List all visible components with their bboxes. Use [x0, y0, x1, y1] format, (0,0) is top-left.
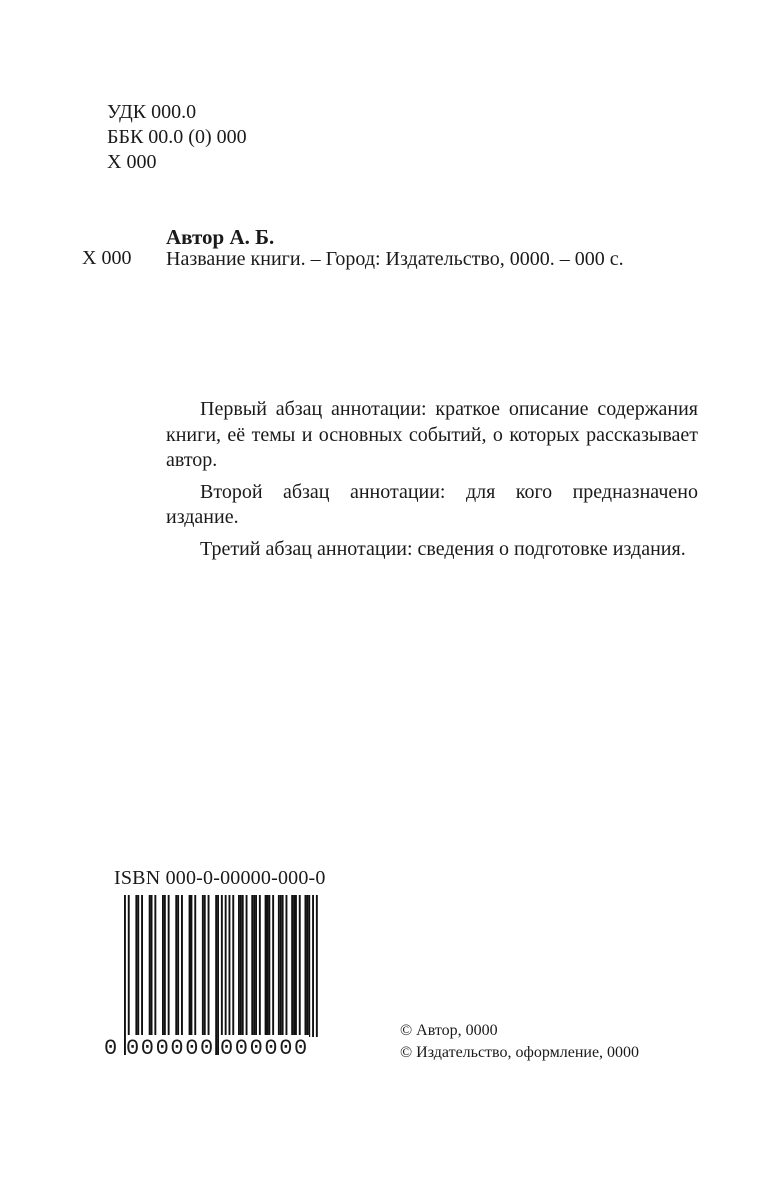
udk-code: УДК 000.0 — [107, 101, 197, 123]
barcode-bar — [177, 895, 179, 1037]
barcode-bar — [164, 895, 166, 1037]
barcode-bar — [316, 895, 318, 1037]
copyright-block — [400, 1020, 639, 1064]
barcode-bar — [215, 895, 217, 1055]
barcode-bar — [141, 895, 143, 1037]
barcode-bar — [232, 895, 234, 1037]
barcode-bar — [168, 895, 170, 1037]
barcode-digit-first: 0 — [104, 1036, 118, 1061]
barcode-bar — [267, 895, 269, 1037]
isbn-barcode — [104, 893, 322, 1063]
author-code: X 000 — [82, 247, 132, 269]
classification-block — [107, 100, 247, 175]
barcode-bar — [204, 895, 206, 1037]
copyright-author: © Автор, 0000 — [400, 1022, 498, 1039]
barcode-bar — [299, 895, 301, 1055]
barcode-bar — [217, 895, 219, 1055]
barcode-bar — [181, 895, 183, 1037]
barcode-digits — [104, 1035, 322, 1063]
barcode-bar — [291, 895, 293, 1037]
barcode-bar — [272, 895, 274, 1037]
barcode-bar — [151, 895, 153, 1037]
barcode-bar — [282, 895, 284, 1037]
barcode-bar — [229, 895, 231, 1037]
barcode-bar — [175, 895, 177, 1037]
barcode-bar — [137, 895, 139, 1037]
barcode-bar — [242, 895, 244, 1037]
author-name: Автор А. Б. — [166, 225, 275, 249]
barcode-bar — [295, 895, 297, 1037]
barcode-bar — [278, 895, 280, 1037]
barcode-bar — [286, 895, 288, 1037]
barcode-bar — [202, 895, 204, 1037]
annotation-paragraph: Второй абзац аннотации: для кого предназначено издание. — [166, 480, 698, 529]
barcode-bar — [265, 895, 267, 1037]
barcode-bar — [306, 895, 308, 1037]
barcode-bar — [189, 895, 191, 1037]
barcode-bar — [194, 895, 196, 1037]
barcode-bar — [255, 895, 257, 1037]
barcode-bar — [135, 895, 137, 1037]
barcode-bar — [305, 895, 307, 1037]
barcode-bar — [221, 895, 223, 1037]
bibliographic-entry: Название книги. – Город: Издательство, 0000. – 000 с. — [166, 248, 624, 270]
barcode-bar — [238, 895, 240, 1037]
barcode-bar — [253, 895, 255, 1037]
barcode-digits-right: 000000 — [220, 1036, 309, 1061]
barcode-bar — [293, 895, 295, 1037]
barcode-bar — [246, 895, 248, 1037]
barcode-digits-left: 000000 — [126, 1036, 215, 1061]
barcode-bar — [280, 895, 282, 1037]
barcode-bar — [128, 895, 130, 1055]
copyright-publisher: © Издательство, оформление, 0000 — [400, 1044, 640, 1061]
barcode-bar — [259, 895, 261, 1037]
barcode-bar — [124, 895, 126, 1055]
annotation-paragraph: Третий абзац аннотации: сведения о подготовке издания. — [200, 537, 686, 560]
isbn-number: ISBN 000-0-00000-000-0 — [114, 867, 326, 889]
barcode-bar — [154, 895, 156, 1037]
barcode-bar — [162, 895, 164, 1037]
barcode-bar — [208, 895, 210, 1037]
barcode-bar — [225, 895, 227, 1037]
annotation — [166, 397, 698, 569]
author-mark: X 000 — [107, 151, 157, 173]
bbk-code: ББК 00.0 (0) 000 — [107, 126, 247, 148]
barcode-bar — [149, 895, 151, 1037]
barcode-bar — [191, 895, 193, 1037]
barcode-bar — [240, 895, 242, 1037]
barcode-bar — [312, 895, 314, 1037]
annotation-paragraph: Первый абзац аннотации: краткое описание содержания книги, её темы и основных событий, о которых рассказывает автор. — [166, 398, 698, 472]
barcode-bar — [268, 895, 270, 1037]
barcode-bar — [308, 895, 310, 1037]
barcode-bar — [251, 895, 253, 1037]
